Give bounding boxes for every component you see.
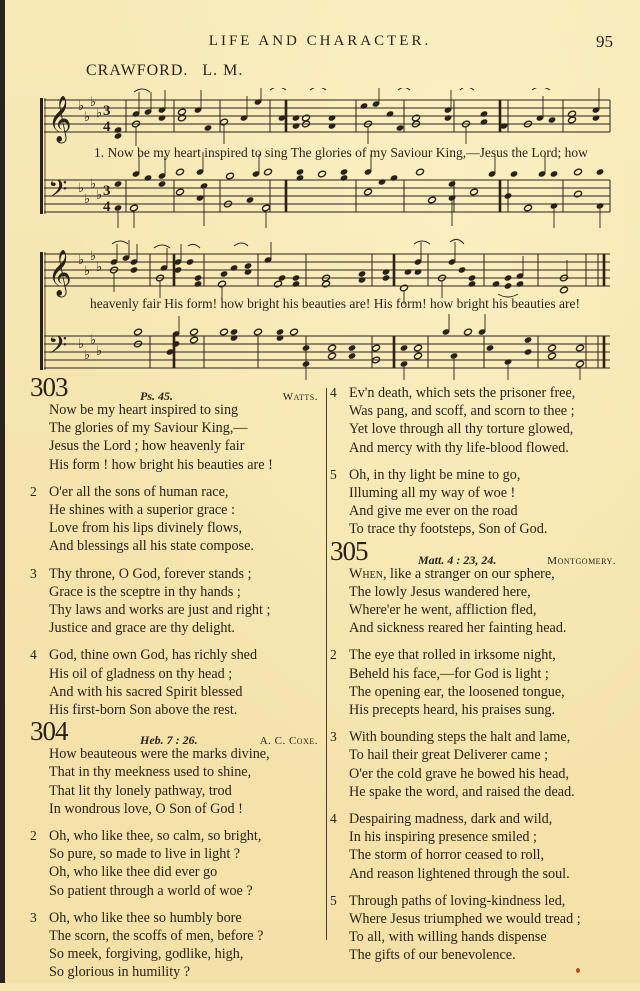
- tune-title: [86, 62, 243, 80]
- stanza-number: 4: [30, 647, 37, 663]
- svg-text:♭: ♭: [84, 348, 91, 363]
- stanza-number: 5: [330, 466, 337, 482]
- verse-line: O'er all the sons of human race,: [49, 483, 229, 500]
- svg-text:♭: ♭: [96, 260, 103, 275]
- verse-line: His form ! how bright his beauties are !: [49, 456, 273, 473]
- stanza: [330, 810, 620, 883]
- verse-line: That in thy meekness used to shine,: [49, 764, 252, 781]
- verse-line: So pure, so made to live in light ?: [49, 846, 241, 863]
- verse-line: Thy throne, O God, forever stands ;: [49, 565, 252, 582]
- verse-line: In his inspiring presence smiled ;: [349, 829, 537, 846]
- verse-line: And blessings all his state compose.: [49, 538, 254, 555]
- stanza-number: 4: [330, 811, 337, 827]
- svg-text:𝄞: 𝄞: [48, 250, 72, 296]
- scripture-reference: Ps. 45.: [140, 389, 173, 403]
- verse-line: In wondrous love, O Son of God !: [49, 800, 243, 817]
- music-system-1: [38, 88, 613, 233]
- svg-text:3: 3: [103, 103, 111, 119]
- verse-line: With bounding steps the halt and lame,: [349, 729, 571, 746]
- hymn-303: [30, 372, 322, 719]
- verse-line: Through paths of loving-kindness led,: [349, 892, 566, 909]
- music-system-2: [38, 232, 613, 380]
- stanza: [330, 384, 620, 457]
- verse-line: The gifts of our benevolence.: [349, 947, 516, 964]
- verse-line-rest: , like a stranger on our sphere,: [382, 565, 555, 582]
- initial-word: When: [349, 565, 383, 582]
- page-edge-shadow: [0, 0, 5, 983]
- svg-text:♭: ♭: [78, 181, 85, 196]
- tune-name: CRAWFORD.: [86, 62, 189, 79]
- svg-text:♭: ♭: [84, 192, 91, 207]
- verse-line: So patient through a world of woe ?: [49, 882, 253, 899]
- svg-text:♭: ♭: [90, 95, 97, 110]
- verse-line: The glories of my Saviour King,—: [49, 420, 248, 437]
- hymn-304: [30, 716, 322, 981]
- hymn-author: Watts.: [282, 391, 318, 403]
- svg-text:𝄞: 𝄞: [48, 96, 72, 142]
- hymn-number: 303: [30, 372, 68, 402]
- verse-line: Love from his lips divinely flows,: [49, 520, 243, 537]
- hymn-author: Montgomery.: [547, 554, 616, 567]
- stanza-number: 2: [30, 483, 37, 499]
- verse-line: Beheld his face,—for God is light ;: [349, 665, 549, 682]
- stanza: [30, 565, 322, 638]
- verse-line: Illuming all my way of woe !: [349, 485, 516, 502]
- verse-line: Justice and grace are thy delight.: [49, 620, 235, 637]
- verse-line: To all, with willing hands dispense: [349, 929, 547, 946]
- verse-line: His first-born Son above the rest.: [49, 702, 238, 719]
- verse-line: Was pang, and scoff, and scorn to thee ;: [349, 403, 575, 420]
- verse-line: Jesus the Lord ; how heavenly fair: [49, 438, 245, 455]
- verse-line: The opening ear, the loosened tongue,: [349, 683, 565, 700]
- verse-line: Oh, in thy light be mine to go,: [349, 466, 521, 483]
- verse-line: He spake the word, and raised the dead.: [349, 783, 575, 800]
- verse-line: How beauteous were the marks divine,: [49, 746, 270, 763]
- verse-line: To trace thy footsteps, Son of God.: [349, 521, 548, 538]
- verse-line: The storm of horror ceased to roll,: [349, 847, 545, 864]
- verse-line: Yet love through all thy torture glowed,: [349, 421, 574, 438]
- stanza-number: 2: [330, 647, 337, 663]
- verse-line: Where'er he went, affliction fled,: [349, 602, 537, 619]
- hymn-author: A. C. Coxe.: [259, 735, 318, 748]
- verse-line: Now be my heart inspired to sing: [49, 402, 239, 418]
- stanza: [330, 892, 620, 965]
- hymn-number: 305: [330, 535, 368, 566]
- hymn-305: [330, 535, 620, 965]
- stanza: [30, 483, 322, 556]
- verse-line: And reason lightened through the soul.: [349, 865, 570, 882]
- lyrics-line-2: heavenly fair His form! how bright his beauties are! His form! how bright his beauties are!: [90, 296, 580, 311]
- svg-text:3: 3: [103, 183, 111, 199]
- stanza-number: 4: [330, 385, 337, 400]
- svg-text:♭: ♭: [90, 249, 97, 264]
- verse-line: His precepts heard, his praises sung.: [349, 702, 556, 719]
- svg-text:♭: ♭: [96, 188, 103, 203]
- verse-line: That lit thy lonely pathway, trod: [49, 782, 232, 799]
- verse-line: The scorn, the scoffs of men, before ?: [49, 928, 264, 945]
- tune-meter: L. M.: [202, 62, 244, 79]
- verse-line: The lowly Jesus wandered here,: [349, 583, 531, 600]
- svg-text:♭: ♭: [84, 264, 91, 279]
- ink-spot: [576, 968, 580, 973]
- verse-line: And with his sacred Spirit blessed: [49, 683, 243, 700]
- stanza-number: 3: [30, 909, 37, 925]
- stanza: [30, 401, 322, 474]
- right-column: [330, 384, 620, 974]
- page-number: 95: [596, 32, 613, 51]
- stanza-number: 3: [330, 729, 337, 745]
- svg-text:♭: ♭: [96, 106, 103, 121]
- svg-text:♭: ♭: [78, 253, 85, 268]
- verse-line: Oh, who like thee so humbly bore: [49, 909, 242, 926]
- svg-text:𝄢: 𝄢: [48, 331, 68, 366]
- stanza: [30, 745, 322, 818]
- verse-line: Where Jesus triumphed we would tread ;: [349, 911, 581, 928]
- svg-text:4: 4: [103, 119, 111, 135]
- svg-text:4: 4: [103, 199, 111, 215]
- svg-text:♭: ♭: [78, 99, 85, 114]
- verse-line: Ev'n death, which sets the prisoner free,: [349, 385, 576, 401]
- verse-line: To hail their great Deliverer came ;: [349, 747, 549, 764]
- verse-line: Thy laws and works are just and right ;: [49, 602, 271, 619]
- left-column: [30, 372, 322, 991]
- column-divider: [326, 388, 327, 940]
- svg-text:♭: ♭: [96, 344, 103, 359]
- scripture-reference: Heb. 7 : 26.: [140, 733, 198, 748]
- running-head: LIFE AND CHARACTER.: [208, 33, 432, 49]
- svg-text:♭: ♭: [84, 110, 91, 125]
- verse-line: Despairing madness, dark and wild,: [349, 811, 553, 828]
- verse-line: And mercy with thy life-blood flowed.: [349, 439, 569, 456]
- verse-line: O'er the cold grave he bowed his head,: [349, 765, 570, 782]
- verse-line: God, thine own God, has richly shed: [49, 647, 258, 664]
- verse-line: Oh, who like thee did ever go: [49, 864, 218, 881]
- verse-line: His oil of gladness on thy head ;: [49, 665, 233, 682]
- stanza: [30, 909, 322, 982]
- stanza-number: 5: [330, 892, 337, 908]
- stanza: [330, 728, 620, 801]
- stanza: [30, 827, 322, 900]
- svg-text:♭: ♭: [78, 337, 85, 352]
- stanza: [330, 646, 620, 719]
- verse-line: Oh, who like thee, so calm, so bright,: [49, 828, 262, 845]
- verse-line: And give me ever on the road: [349, 503, 518, 520]
- svg-text:♭: ♭: [90, 333, 97, 348]
- svg-text:𝄢: 𝄢: [48, 175, 68, 210]
- stanza-number: 2: [30, 828, 37, 844]
- stanza: [30, 646, 322, 719]
- verse-line: He shines with a superior grace :: [49, 502, 235, 519]
- verse-line: Grace is the sceptre in thy hands ;: [49, 583, 241, 600]
- lyrics-line-1: 1. Now be my heart inspired to sing The glories of my Saviour King,—Jesus the Lord; how: [94, 145, 588, 160]
- verse-line: The eye that rolled in irksome night,: [349, 647, 556, 664]
- hymn-number: 304: [30, 716, 68, 747]
- stanza: [330, 466, 620, 539]
- verse-line: [330, 565, 620, 583]
- verse-line: So glorious in humility ?: [49, 964, 191, 981]
- verse-line: So meek, forgiving, godlike, high,: [49, 946, 244, 963]
- stanza: [330, 565, 620, 638]
- svg-text:♭: ♭: [90, 177, 97, 192]
- verse-line: And sickness reared her fainting head.: [349, 620, 567, 637]
- stanza-number: 3: [30, 565, 37, 581]
- scripture-reference: Matt. 4 : 23, 24.: [418, 552, 497, 567]
